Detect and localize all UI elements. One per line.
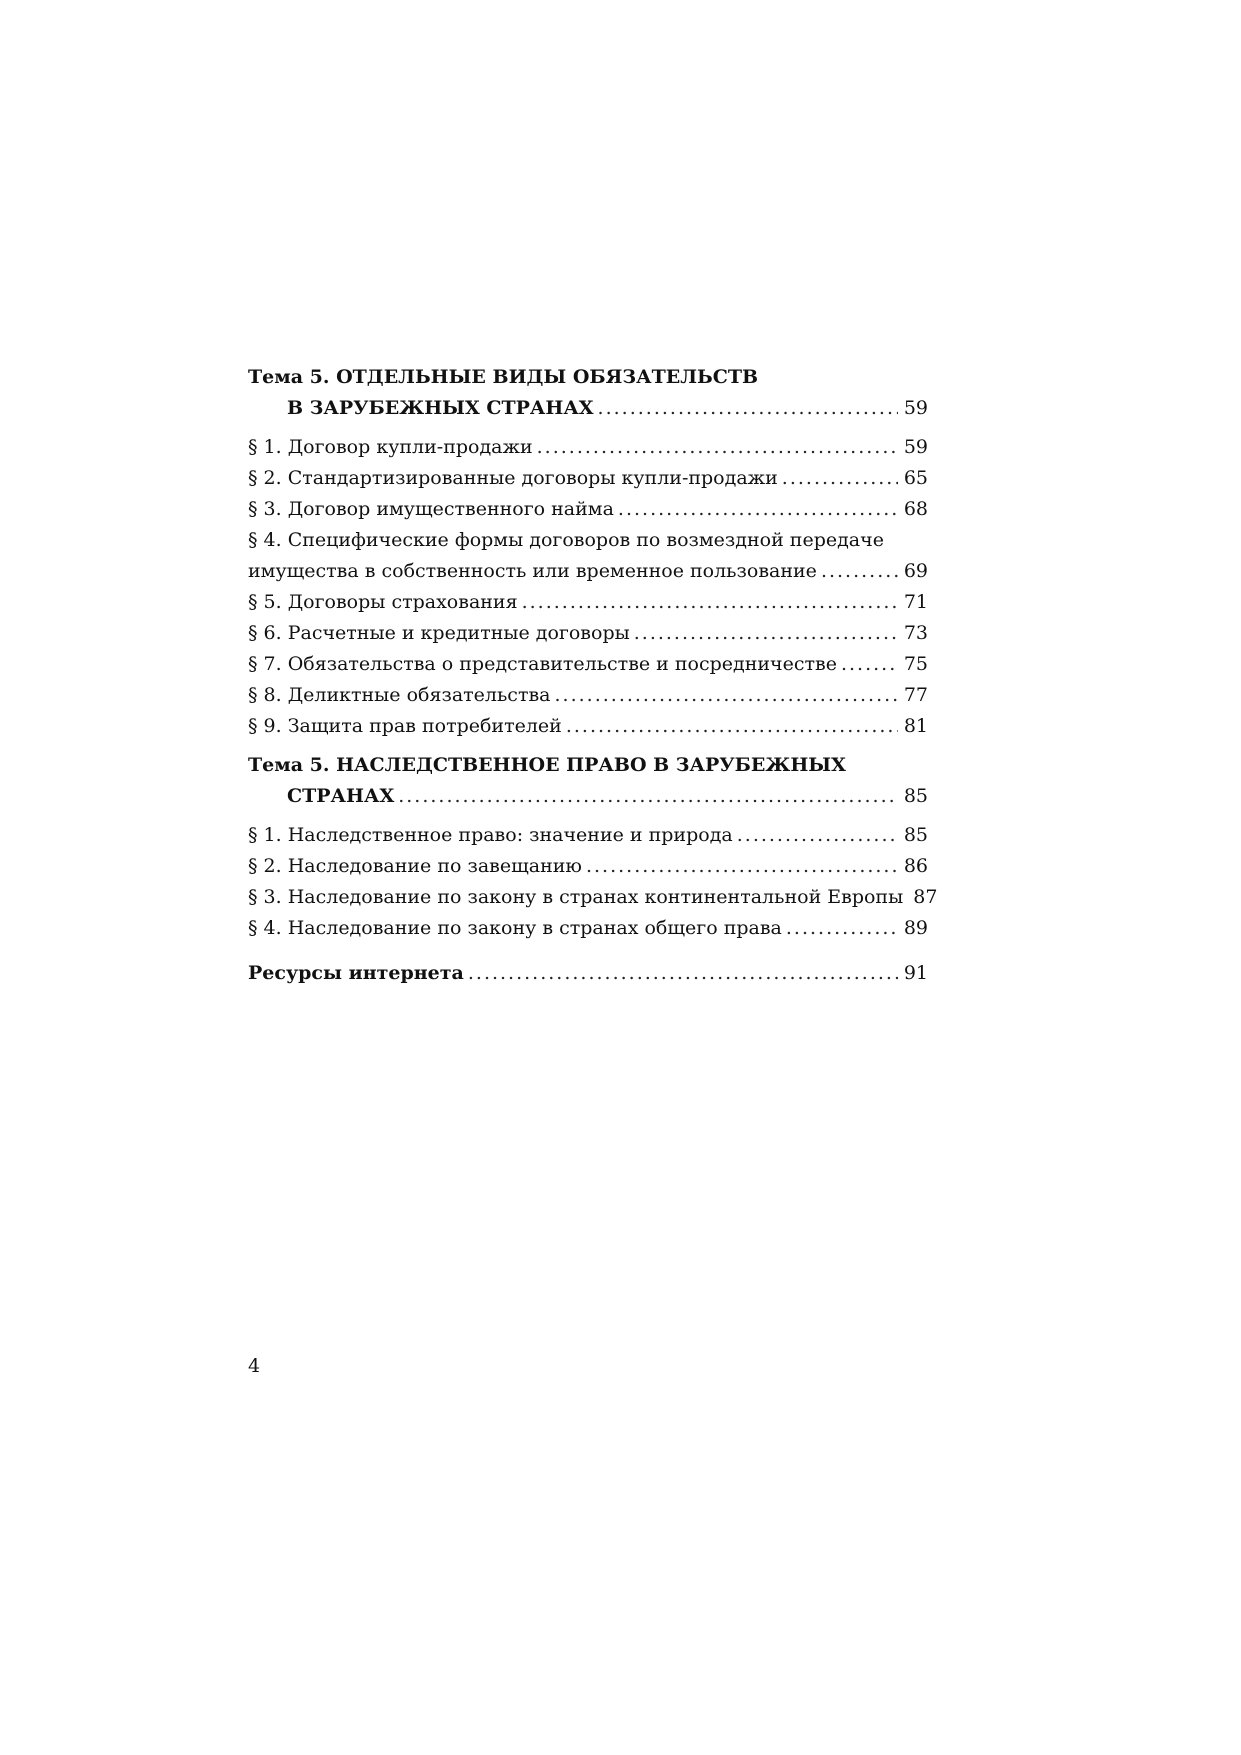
page-ref: 59 (903, 436, 928, 458)
page-ref: 68 (903, 498, 928, 520)
dot-leader (468, 958, 898, 989)
section-title: § 1. Наследственное право: значение и природа (248, 824, 733, 846)
section-title: § 1. Договор купли-продажи (248, 436, 533, 458)
toc-section (248, 494, 928, 525)
page-ref: 59 (903, 397, 928, 419)
page-ref: 91 (903, 962, 928, 984)
section-title: § 4. Наследование по закону в странах общего права (248, 917, 782, 939)
toc-line (248, 393, 928, 424)
toc-section (248, 680, 928, 711)
toc-section (248, 463, 928, 494)
topic-title-line2: В ЗАРУБЕЖНЫХ СТРАНАХ (287, 397, 594, 419)
section-title: § 6. Расчетные и кредитные договоры (248, 622, 630, 644)
table-of-contents (248, 362, 938, 989)
dot-leader (841, 649, 898, 680)
page-ref: 65 (903, 467, 928, 489)
section-title: § 3. Договор имущественного найма (248, 498, 614, 520)
dot-leader (522, 587, 898, 618)
dot-leader (618, 494, 898, 525)
page-ref: 75 (903, 653, 928, 675)
page-ref: 85 (903, 785, 928, 807)
dot-leader (586, 851, 898, 882)
toc-resources (248, 958, 928, 989)
page-ref: 85 (903, 824, 928, 846)
page-number: 4 (248, 1355, 261, 1377)
page-ref: 71 (903, 591, 928, 613)
toc-topic-heading (248, 362, 928, 424)
toc-section (248, 525, 928, 587)
section-title: § 2. Стандартизированные договоры купли-продажи (248, 467, 778, 489)
toc-section (248, 649, 928, 680)
page-ref: 81 (903, 715, 928, 737)
page-ref: 89 (903, 917, 928, 939)
toc-section (248, 618, 928, 649)
dot-leader (566, 711, 898, 742)
dot-leader (821, 556, 898, 587)
section-title: § 2. Наследование по завещанию (248, 855, 582, 877)
page-ref: 77 (903, 684, 928, 706)
dot-leader (598, 393, 898, 424)
toc-section (248, 820, 928, 851)
toc-line (248, 781, 928, 812)
dot-leader (786, 913, 898, 944)
dot-leader (782, 463, 898, 494)
section-title: § 3. Наследование по закону в странах континентальной Европы (248, 886, 904, 908)
dot-leader (398, 781, 898, 812)
dot-leader (537, 432, 898, 463)
page-ref: 73 (903, 622, 928, 644)
toc-section (248, 587, 928, 618)
page-ref: 87 (913, 886, 938, 908)
section-title: § 9. Защита прав потребителей (248, 715, 562, 737)
topic-title-line1: Тема 5. ОТДЕЛЬНЫЕ ВИДЫ ОБЯЗАТЕЛЬСТВ (248, 366, 759, 388)
resources-title: Ресурсы интернета (248, 962, 464, 984)
toc-section (248, 882, 938, 913)
dot-leader (634, 618, 898, 649)
dot-leader (737, 820, 898, 851)
page-ref: 69 (903, 560, 928, 582)
page-ref: 86 (903, 855, 928, 877)
section-title: § 7. Обязательства о представительстве и посредничестве (248, 653, 837, 675)
toc-section (248, 432, 928, 463)
section-title-line1: § 4. Специфические формы договоров по возмездной передаче (248, 529, 884, 551)
section-title-line2: имущества в собственность или временное пользование (248, 560, 817, 582)
toc-section (248, 913, 928, 944)
section-title: § 5. Договоры страхования (248, 591, 518, 613)
toc-section (248, 711, 928, 742)
toc-topic-heading (248, 750, 928, 812)
section-title: § 8. Деликтные обязательства (248, 684, 551, 706)
topic-title-line1: Тема 5. НАСЛЕДСТВЕННОЕ ПРАВО В ЗАРУБЕЖНЫХ (248, 754, 846, 776)
topic-title-line2: СТРАНАХ (287, 785, 395, 807)
toc-section (248, 851, 928, 882)
dot-leader (555, 680, 898, 711)
